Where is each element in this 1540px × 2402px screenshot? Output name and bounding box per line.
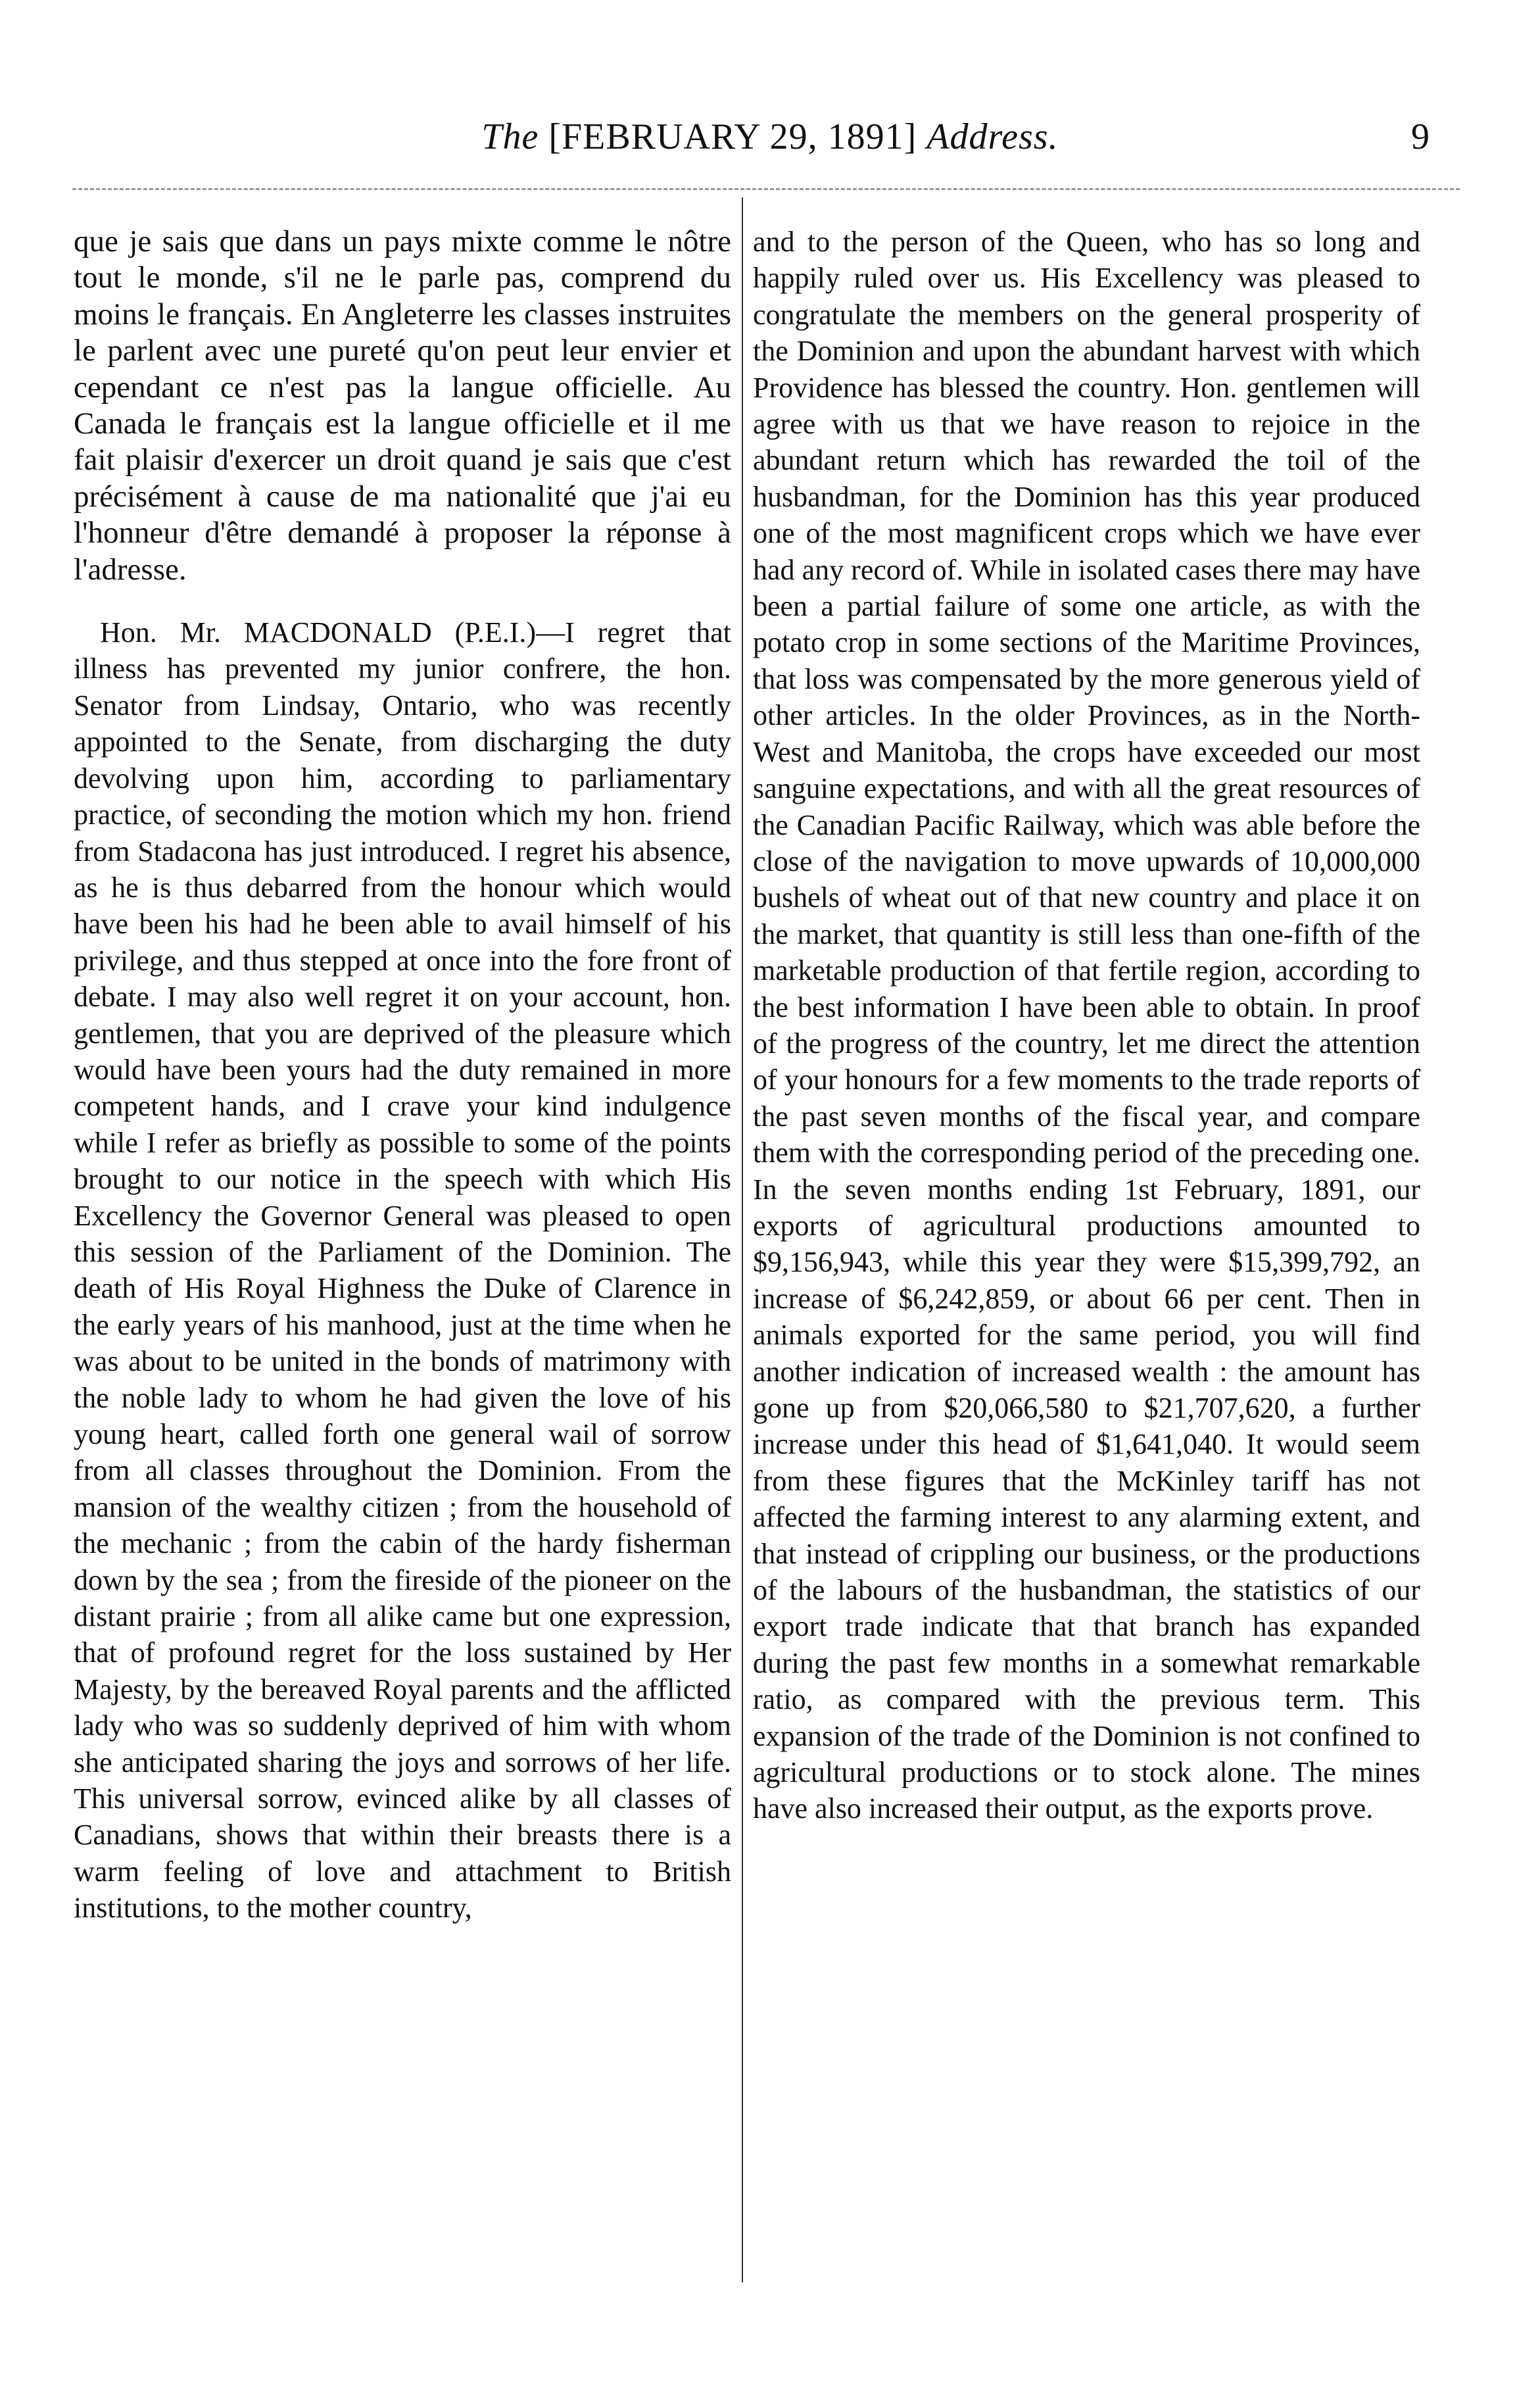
title-post: Address. — [926, 116, 1059, 157]
left-column — [74, 224, 731, 1926]
header-rule — [72, 188, 1460, 190]
running-title — [0, 110, 1540, 163]
page-number: 9 — [1411, 116, 1430, 157]
column-divider — [742, 197, 743, 2282]
right-paragraph: and to the person of the Queen, who has so long and happily ruled over us. His Excellency was pleased to congratulate the members on the general prosperity of the Dominion and upon the abundant harvest with which Providence has blessed the country. Hon. gentlemen will agree with us that we have reason to rejoice in the abundant return which has rewarded the toil of the husbandman, for the Dominion has this year produced one of the most magnificent crops which we have ever had any record of. While in isolated cases there may have been a partial failure of some one article, as with the potato crop in some sections of the Maritime Provinces, that loss was compensated by the more generous yield of other articles. In the older Provinces, as in the North-West and Manitoba, the crops have exceeded our most sanguine expectations, and with all the great resources of the Canadian Pacific Railway, which was able before the close of the navigation to move upwards of 10,000,000 bushels of wheat out of that new country and place it on the market, that quantity is still less than one-fifth of the marketable production of that fertile region, according to the best information I have been able to obtain. In proof of the progress of the country, let me direct the attention of your honours for a few moments to the trade reports of the past seven months of the fiscal year, and compare them with the corresponding period of the preceding one. In the seven months ending 1st February, 1891, our exports of agricultural productions amounted to $9,156,943, while this year they were $15,399,792, an increase of $6,242,859, or about 66 per cent. Then in animals exported for the same period, you will find another indication of increased wealth : the amount has gone up from $20,066,580 to $21,707,620, a further increase under this head of $1,641,040. It would seem from these figures that the McKinley tariff has not affected the farming interest to any alarming extent, and that instead of crippling our business, or the productions of the labours of the husbandman, the statistics of our export trade indicate that that branch has expanded during the past few months in a somewhat remarkable ratio, as compared with the previous term. This expansion of the trade of the Dominion is not confined to agricultural productions or to stock alone. The mines have also increased their output, as the exports prove. — [753, 226, 1420, 1825]
title-pre: The — [481, 116, 539, 157]
running-header — [0, 110, 1540, 163]
speech-paragraph: Hon. Mr. MACDONALD (P.E.I.)—I regret that illness has prevented my junior confrere, the hon. Senator from Lindsay, Ontario, who was recently appointed to the Senate, from discharging the duty devolving upon him, according to parliamentary practice, of seconding the motion which my hon. friend from Stadacona has just introduced. I regret his absence, as he is thus debarred from the honour which would have been his had he been able to avail himself of his privilege, and thus stepped at once into the fore front of debate. I may also well regret it on your account, hon. gentlemen, that you are deprived of the pleasure which would have been yours had the duty remained in more competent hands, and I crave your kind indulgence while I refer as briefly as possible to some of the points brought to our notice in the speech with which His Excellency the Governor General was pleased to open this session of the Parliament of the Dominion. The death of His Royal Highness the Duke of Clarence in the early years of his manhood, just at the time when he was about to be united in the bonds of matrimony with the noble lady to whom he had given the love of his young heart, called forth one general wail of sorrow from all classes throughout the Dominion. From the mansion of the wealthy citizen ; from the household of the mechanic ; from the cabin of the hardy fisherman down by the sea ; from the fireside of the pioneer on the distant prairie ; from all alike came but one expression, that of profound regret for the loss sustained by Her Majesty, by the bereaved Royal parents and the afflicted lady who was so suddenly deprived of him with whom she anticipated sharing the joys and sorrows of her life. This universal sorrow, evinced alike by all classes of Canadians, shows that within their breasts there is a warm feeling of love and attachment to British institutions, to the mother country, — [74, 616, 731, 1924]
french-paragraph: que je sais que dans un pays mixte comme le nôtre tout le monde, s'il ne le parle pas, comprend du moins le français. En Angleterre les classes instruites le parlent avec une pureté qu'on peut leur envier et cependant ce n'est pas la langue officielle. Au Canada le français est la langue officielle et il me fait plaisir d'exercer un droit quand je sais que c'est précisément à cause de ma nationalité que j'ai eu l'honneur d'être demandé à proposer la réponse à l'adresse. — [74, 224, 731, 587]
title-main: [FEBRUARY 29, 1891] — [548, 116, 917, 157]
right-column — [753, 224, 1420, 1827]
